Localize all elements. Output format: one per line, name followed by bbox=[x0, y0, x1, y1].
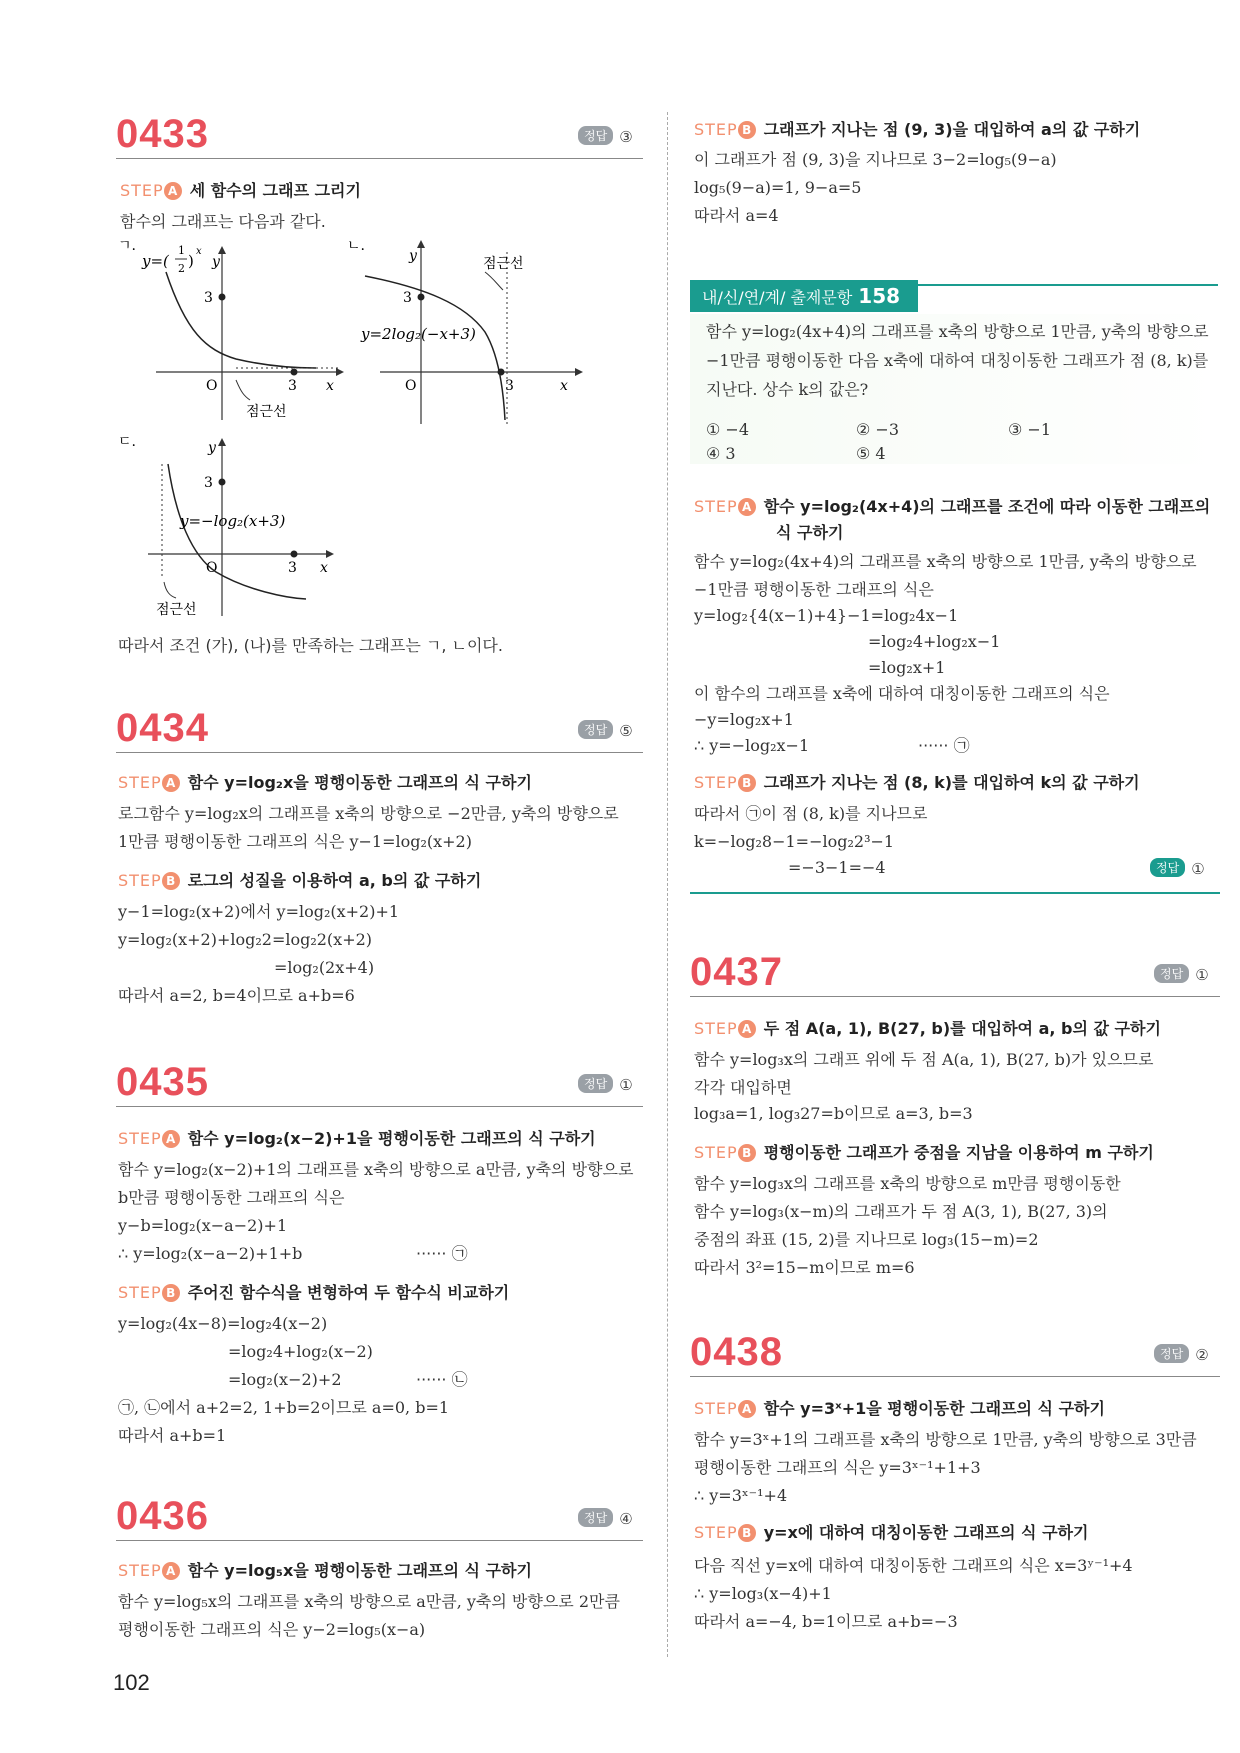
step-letter: A bbox=[738, 498, 756, 516]
eq-end: ) bbox=[188, 252, 194, 270]
step-label: STEP bbox=[118, 1561, 162, 1580]
graph-tag: ㄴ. bbox=[347, 238, 365, 254]
text-line: 평행이동한 그래프의 식은 y−2=log₅(x−a) bbox=[118, 1620, 426, 1639]
step-title: y=x에 대하여 대칭이동한 그래프의 식 구하기 bbox=[763, 1523, 1089, 1542]
tick-label: 3 bbox=[204, 475, 213, 491]
text-line: ∴ y=log₂(x−a−2)+1+b bbox=[118, 1244, 303, 1263]
step-title: 그래프가 지나는 점 (8, k)를 대입하여 k의 값 구하기 bbox=[763, 773, 1140, 792]
answer-0438 bbox=[1154, 1344, 1209, 1364]
step-title: 함수 y=log₂(4x+4)의 그래프를 조건에 따라 이동한 그래프의 bbox=[763, 497, 1211, 516]
page-number: 102 bbox=[113, 1670, 150, 1695]
answer-value: ④ bbox=[619, 1510, 633, 1528]
point bbox=[219, 479, 226, 486]
text-line: 함수 y=log₃x의 그래프를 x축의 방향으로 m만큼 평행이동한 bbox=[694, 1174, 1121, 1193]
curve bbox=[365, 276, 505, 420]
text-line: ∴ y=3ˣ⁻¹+4 bbox=[694, 1486, 788, 1505]
exponent: x bbox=[196, 246, 202, 257]
text-line: 함수 y=log₅x의 그래프를 x축의 방향으로 a만큼, y축의 방향으로 2만큼 bbox=[118, 1592, 620, 1611]
step-b-158 bbox=[694, 770, 1140, 793]
step-letter: B bbox=[738, 121, 756, 139]
choice: ⑤ 4 bbox=[856, 444, 886, 463]
text-line: =−3−1=−4 bbox=[788, 858, 886, 877]
step-b-0435 bbox=[118, 1280, 509, 1303]
answer-0433 bbox=[578, 126, 633, 146]
text-line: =log₂4+log₂(x−2) bbox=[228, 1342, 373, 1361]
curve bbox=[166, 272, 316, 368]
text-line: k=−log₂8−1=−log₂2³−1 bbox=[694, 832, 895, 851]
point bbox=[418, 294, 425, 301]
linked-question-banner bbox=[690, 280, 918, 312]
text-line: y=log₂(4x−8)=log₂4(x−2) bbox=[118, 1314, 328, 1333]
step-b-0434 bbox=[118, 868, 481, 891]
answer-badge: 정답 bbox=[1150, 858, 1185, 877]
text-line: −y=log₂x+1 bbox=[694, 710, 794, 729]
step-title: 두 점 A(a, 1), B(27, b)를 대입하여 a, b의 값 구하기 bbox=[763, 1019, 1161, 1038]
step-label: STEP bbox=[694, 1019, 738, 1038]
step-title: 함수 y=3ˣ+1을 평행이동한 그래프의 식 구하기 bbox=[763, 1399, 1105, 1418]
text-line: 다음 직선 y=x에 대하여 대칭이동한 그래프의 식은 x=3ʸ⁻¹+4 bbox=[694, 1556, 1133, 1575]
asymptote-label: 점근선 bbox=[156, 602, 197, 618]
text-line: y−1=log₂(x+2)에서 y=log₂(x+2)+1 bbox=[118, 902, 400, 921]
asymptote-label: 점근선 bbox=[246, 404, 287, 420]
step-letter: B bbox=[738, 1524, 756, 1542]
step-label: STEP bbox=[694, 1399, 738, 1418]
text-line: y−b=log₂(x−a−2)+1 bbox=[118, 1216, 288, 1235]
text-line: 이 그래프가 점 (9, 3)을 지나므로 3−2=log₅(9−a) bbox=[694, 150, 1057, 169]
origin-label: O bbox=[206, 560, 218, 576]
step-title: 함수 y=log₂(x−2)+1을 평행이동한 그래프의 식 구하기 bbox=[187, 1129, 596, 1148]
problem-rule bbox=[116, 752, 643, 753]
step-label: STEP bbox=[694, 773, 738, 792]
text-line: 따라서 ㉠이 점 (8, k)를 지나므로 bbox=[694, 804, 928, 823]
problem-rule bbox=[690, 1376, 1220, 1377]
answer-value: ① bbox=[1191, 860, 1205, 878]
choice: ④ 3 bbox=[706, 444, 736, 463]
banner-text: 내/신/연/계/ 출제문항 bbox=[702, 288, 853, 307]
step-b-0436 bbox=[694, 117, 1140, 140]
problem-rule bbox=[116, 158, 643, 159]
answer-0434 bbox=[578, 720, 633, 740]
graph-equation-2: y=2log₂(−x+3) bbox=[361, 325, 476, 343]
answer-0435 bbox=[578, 1074, 633, 1094]
text-line: 함수 y=log₃x의 그래프 위에 두 점 A(a, 1), B(27, b)가 있으므로 bbox=[694, 1050, 1154, 1069]
axis-label-x: x bbox=[320, 560, 328, 576]
step-title: 그래프가 지나는 점 (9, 3)을 대입하여 a의 값 구하기 bbox=[763, 120, 1141, 139]
answer-badge: 정답 bbox=[578, 1508, 613, 1527]
step-label: STEP bbox=[118, 1283, 162, 1302]
step-title: 함수 y=log₂x을 평행이동한 그래프의 식 구하기 bbox=[187, 773, 532, 792]
answer-value: ① bbox=[619, 1076, 633, 1094]
tick-label: 3 bbox=[288, 560, 297, 576]
text-line: log₃a=1, log₃27=b이므로 a=3, b=3 bbox=[694, 1104, 973, 1123]
tick-label: 3 bbox=[505, 378, 514, 394]
step-a-0436 bbox=[118, 1558, 532, 1581]
choice: ① −4 bbox=[706, 420, 750, 439]
answer-value: ② bbox=[1195, 1346, 1209, 1364]
choice: ③ −1 bbox=[1008, 420, 1052, 439]
step-label: STEP bbox=[694, 497, 738, 516]
text-line: 함수의 그래프는 다음과 같다. bbox=[120, 212, 326, 231]
text-line: 따라서 a=2, b=4이므로 a+b=6 bbox=[118, 986, 355, 1005]
problem-rule bbox=[116, 1540, 643, 1541]
answer-badge: 정답 bbox=[1154, 1344, 1189, 1363]
graph-3 bbox=[116, 428, 366, 628]
text-line: 함수 y=3ˣ+1의 그래프를 x축의 방향으로 1만큼, y축의 방향으로 3만큼 bbox=[694, 1430, 1197, 1449]
text-line: =log₂(x−2)+2 bbox=[228, 1370, 342, 1389]
text-line: 각각 대입하면 bbox=[694, 1078, 792, 1097]
step-a-158 bbox=[694, 494, 1210, 517]
step-title: 로그의 성질을 이용하여 a, b의 값 구하기 bbox=[187, 871, 482, 890]
origin-label: O bbox=[405, 378, 417, 394]
text-line: 평행이동한 그래프의 식은 y=3ˣ⁻¹+1+3 bbox=[694, 1458, 981, 1477]
text-line: 따라서 3²=15−m이므로 m=6 bbox=[694, 1258, 915, 1277]
equation-mark: ······ ㉡ bbox=[416, 1370, 468, 1389]
step-letter: A bbox=[162, 1130, 180, 1148]
column-divider bbox=[667, 112, 668, 1657]
step-b-0437 bbox=[694, 1140, 1154, 1163]
step-title: 세 함수의 그래프 그리기 bbox=[189, 181, 361, 200]
axis-label-x: x bbox=[560, 378, 568, 394]
answer-value: ⑤ bbox=[619, 722, 633, 740]
graph-1 bbox=[116, 232, 366, 422]
problem-number-0433: 0433 bbox=[116, 112, 209, 156]
step-label: STEP bbox=[694, 1523, 738, 1542]
answer-158 bbox=[1150, 858, 1205, 878]
section-rule bbox=[690, 892, 1220, 894]
problem-rule bbox=[116, 1106, 643, 1107]
problem-number-0436: 0436 bbox=[116, 1494, 209, 1538]
step-title: 함수 y=log₅x을 평행이동한 그래프의 식 구하기 bbox=[187, 1561, 532, 1580]
graph-equation-1: y=( bbox=[142, 252, 169, 270]
text-line: 따라서 a=−4, b=1이므로 a+b=−3 bbox=[694, 1612, 958, 1631]
axis-label-y: y bbox=[212, 254, 220, 270]
answer-badge: 정답 bbox=[578, 126, 613, 145]
text-line: =log₂x+1 bbox=[868, 658, 946, 677]
step-letter: A bbox=[738, 1020, 756, 1038]
text-line: =log₂4+log₂x−1 bbox=[868, 632, 1001, 651]
step-letter: B bbox=[162, 872, 180, 890]
asymptote-label: 점근선 bbox=[483, 256, 524, 272]
graph-equation-3: y=−log₂(x+3) bbox=[180, 512, 286, 530]
step-letter: B bbox=[738, 1144, 756, 1162]
text-line: y=log₂{4(x−1)+4}−1=log₂4x−1 bbox=[694, 606, 959, 625]
text-line: 함수 y=log₃(x−m)의 그래프가 두 점 A(3, 1), B(27, 3)의 bbox=[694, 1202, 1108, 1221]
step-letter: A bbox=[162, 774, 180, 792]
text-line: 함수 y=log₂(4x+4)의 그래프를 x축의 방향으로 1만큼, y축의 방향으로 bbox=[694, 552, 1197, 571]
answer-badge: 정답 bbox=[578, 1074, 613, 1093]
text-line: ㉠, ㉡에서 a+2=2, 1+b=2이므로 a=0, b=1 bbox=[118, 1398, 450, 1417]
text-line: 따라서 a+b=1 bbox=[118, 1426, 227, 1445]
question-line: −1만큼 평행이동한 다음 x축에 대하여 대칭이동한 그래프가 점 (8, k)를 bbox=[706, 351, 1209, 370]
text-line: b만큼 평행이동한 그래프의 식은 bbox=[118, 1188, 345, 1207]
frac-num: 1 bbox=[178, 244, 185, 257]
step-label: STEP bbox=[694, 1143, 738, 1162]
step-title: 평행이동한 그래프가 중점을 지남을 이용하여 m 구하기 bbox=[763, 1143, 1154, 1162]
text-line: 따라서 a=4 bbox=[694, 206, 779, 225]
step-title: 주어진 함수식을 변형하여 두 함수식 비교하기 bbox=[187, 1283, 510, 1302]
axis-label-y: y bbox=[208, 440, 216, 456]
text-line: =log₂(2x+4) bbox=[274, 958, 375, 977]
answer-0437 bbox=[1154, 964, 1209, 984]
axis-label-y: y bbox=[409, 248, 417, 264]
answer-value: ① bbox=[1195, 966, 1209, 984]
step-letter: A bbox=[162, 1562, 180, 1580]
banner-rule bbox=[918, 284, 1218, 286]
step-letter: B bbox=[738, 774, 756, 792]
step-a-0434 bbox=[118, 770, 532, 793]
banner-number: 158 bbox=[858, 284, 901, 308]
text-line: 이 함수의 그래프를 x축에 대하여 대칭이동한 그래프의 식은 bbox=[694, 684, 1110, 703]
point bbox=[291, 551, 298, 558]
step-letter: A bbox=[164, 182, 182, 200]
step-a-0437 bbox=[694, 1016, 1161, 1039]
text-line: 중점의 좌표 (15, 2)를 지나므로 log₃(15−m)=2 bbox=[694, 1230, 1039, 1249]
tick-label: 3 bbox=[288, 378, 297, 394]
text-line: ∴ y=log₃(x−4)+1 bbox=[694, 1584, 832, 1603]
point bbox=[219, 294, 226, 301]
choice: ② −3 bbox=[856, 420, 900, 439]
step-a-0435 bbox=[118, 1126, 596, 1149]
answer-badge: 정답 bbox=[578, 720, 613, 739]
step-label: STEP bbox=[118, 871, 162, 890]
problem-number-0434: 0434 bbox=[116, 706, 209, 750]
text-line: ∴ y=−log₂x−1 bbox=[694, 736, 810, 755]
text-line: 함수 y=log₂(x−2)+1의 그래프를 x축의 방향으로 a만큼, y축의 방향으로 bbox=[118, 1160, 634, 1179]
answer-value: ③ bbox=[619, 128, 633, 146]
step-letter: A bbox=[738, 1400, 756, 1418]
problem-number-0438: 0438 bbox=[690, 1330, 783, 1374]
text-line: −1만큼 평행이동한 그래프의 식은 bbox=[694, 580, 934, 599]
frac-den: 2 bbox=[178, 262, 185, 275]
text-line: y=log₂(x+2)+log₂2=log₂2(x+2) bbox=[118, 930, 373, 949]
axis-label-x: x bbox=[326, 378, 334, 394]
step-b-0438 bbox=[694, 1520, 1088, 1543]
step-label: STEP bbox=[694, 120, 738, 139]
question-line: 지난다. 상수 k의 값은? bbox=[706, 380, 869, 399]
point bbox=[291, 369, 298, 376]
graph-tag: ㄷ. bbox=[118, 434, 136, 450]
equation-mark: ······ ㉠ bbox=[416, 1244, 468, 1263]
problem-rule bbox=[690, 996, 1220, 997]
question-line: 함수 y=log₂(4x+4)의 그래프를 x축의 방향으로 1만큼, y축의 방향으로 bbox=[706, 322, 1209, 341]
curve bbox=[168, 464, 306, 599]
step-title-cont: 식 구하기 bbox=[776, 523, 844, 542]
step-label: STEP bbox=[118, 1129, 162, 1148]
text-line: 따라서 조건 (가), (나)를 만족하는 그래프는 ㄱ, ㄴ이다. bbox=[118, 636, 503, 655]
origin-label: O bbox=[206, 378, 218, 394]
text-line: 1만큼 평행이동한 그래프의 식은 y−1=log₂(x+2) bbox=[118, 832, 472, 851]
step-a-0433 bbox=[120, 178, 361, 201]
tick-label: 3 bbox=[403, 290, 412, 306]
graph-tag: ㄱ. bbox=[118, 238, 136, 254]
step-label: STEP bbox=[118, 773, 162, 792]
text-line: 로그함수 y=log₂x의 그래프를 x축의 방향으로 −2만큼, y축의 방향으로 bbox=[118, 804, 619, 823]
problem-number-0437: 0437 bbox=[690, 950, 783, 994]
step-a-0438 bbox=[694, 1396, 1105, 1419]
equation-mark: ······ ㉠ bbox=[918, 736, 970, 755]
problem-number-0435: 0435 bbox=[116, 1060, 209, 1104]
text-line: log₅(9−a)=1, 9−a=5 bbox=[694, 178, 862, 197]
answer-badge: 정답 bbox=[1154, 964, 1189, 983]
tick-label: 3 bbox=[204, 290, 213, 306]
answer-0436 bbox=[578, 1508, 633, 1528]
graph-2 bbox=[345, 232, 645, 432]
step-letter: B bbox=[162, 1284, 180, 1302]
step-label: STEP bbox=[120, 181, 164, 200]
